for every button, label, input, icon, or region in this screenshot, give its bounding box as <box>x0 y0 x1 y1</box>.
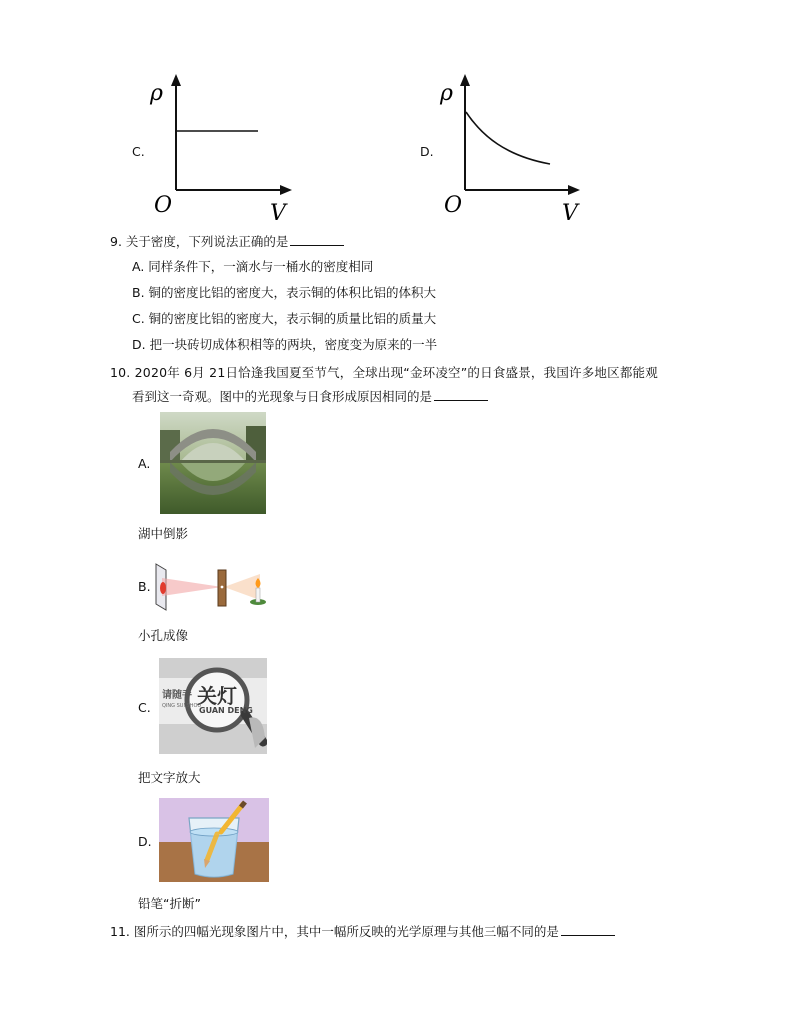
sign-pinyin-small: QING SUI SHOU <box>162 703 202 709</box>
answer-blank[interactable] <box>561 925 615 936</box>
x-axis-label: V <box>562 201 578 226</box>
x-axis-arrow <box>568 185 580 195</box>
question-10-stem-line-2 <box>132 387 488 405</box>
origin-label: O <box>154 193 173 218</box>
density-decreasing-curve <box>466 112 550 164</box>
sign-text-magnified: 关灯 <box>197 684 237 708</box>
question-10-option-a-label[interactable]: A. <box>138 456 151 471</box>
question-10-stem-line-1: 10. 2020年 6月 21日恰逢我国夏至节气，全球出现“金环凌空”的日食盛景，我国许多地区都能观 <box>110 365 658 380</box>
graph-c <box>120 70 310 230</box>
graph-d-plot <box>410 70 600 230</box>
y-axis-arrow <box>171 74 181 86</box>
question-10-option-d-caption: 铅笔“折断” <box>138 896 201 911</box>
question-9-option-c[interactable]: C. 铜的密度比铝的密度大，表示铜的质量比铝的质量大 <box>132 311 437 326</box>
question-11-text: 11. 图所示的四幅光现象图片中，其中一幅所反映的光学原理与其他三幅不同的是 <box>110 924 559 939</box>
graph-c-plot <box>120 70 310 230</box>
option-label-c: C. <box>132 144 145 159</box>
question-10-option-c-label[interactable]: C. <box>138 700 151 715</box>
question-9-text: 9. 关于密度，下列说法正确的是 <box>110 234 289 249</box>
y-axis-label: ρ <box>150 81 163 106</box>
option-label-d: D. <box>420 144 434 159</box>
y-axis-label: ρ <box>440 81 453 106</box>
magnifier-text-image <box>159 658 267 754</box>
sign-text-small: 请随手 <box>162 690 192 701</box>
y-axis-arrow <box>460 74 470 86</box>
x-axis-label: V <box>270 201 286 226</box>
question-11-stem <box>110 922 615 940</box>
sign-pinyin-magnified: GUAN DENG <box>199 706 253 715</box>
question-9-option-b[interactable]: B. 铜的密度比铝的密度大，表示铜的体积比铝的体积大 <box>132 285 437 300</box>
question-10-text: 看到这一奇观。图中的光现象与日食形成原因相同的是 <box>132 389 433 404</box>
question-10-option-b-caption: 小孔成像 <box>138 628 189 643</box>
pinhole-imaging-image <box>152 560 272 612</box>
question-10-option-c-caption: 把文字放大 <box>138 770 201 785</box>
x-axis-arrow <box>280 185 292 195</box>
graph-d <box>410 70 600 230</box>
lake-reflection-image <box>160 412 266 514</box>
answer-blank[interactable] <box>434 390 488 401</box>
question-9-stem <box>110 232 344 250</box>
question-9-option-d[interactable]: D. 把一块砖切成体积相等的两块，密度变为原来的一半 <box>132 337 438 352</box>
question-10-option-d-label[interactable]: D. <box>138 834 152 849</box>
question-10-option-a-caption: 湖中倒影 <box>138 526 189 541</box>
question-10-option-b-label[interactable]: B. <box>138 579 151 594</box>
answer-blank[interactable] <box>290 235 344 246</box>
question-9-option-a[interactable]: A. 同样条件下，一滴水与一桶水的密度相同 <box>132 259 374 274</box>
pencil-in-water-image <box>159 798 269 882</box>
origin-label: O <box>444 193 463 218</box>
